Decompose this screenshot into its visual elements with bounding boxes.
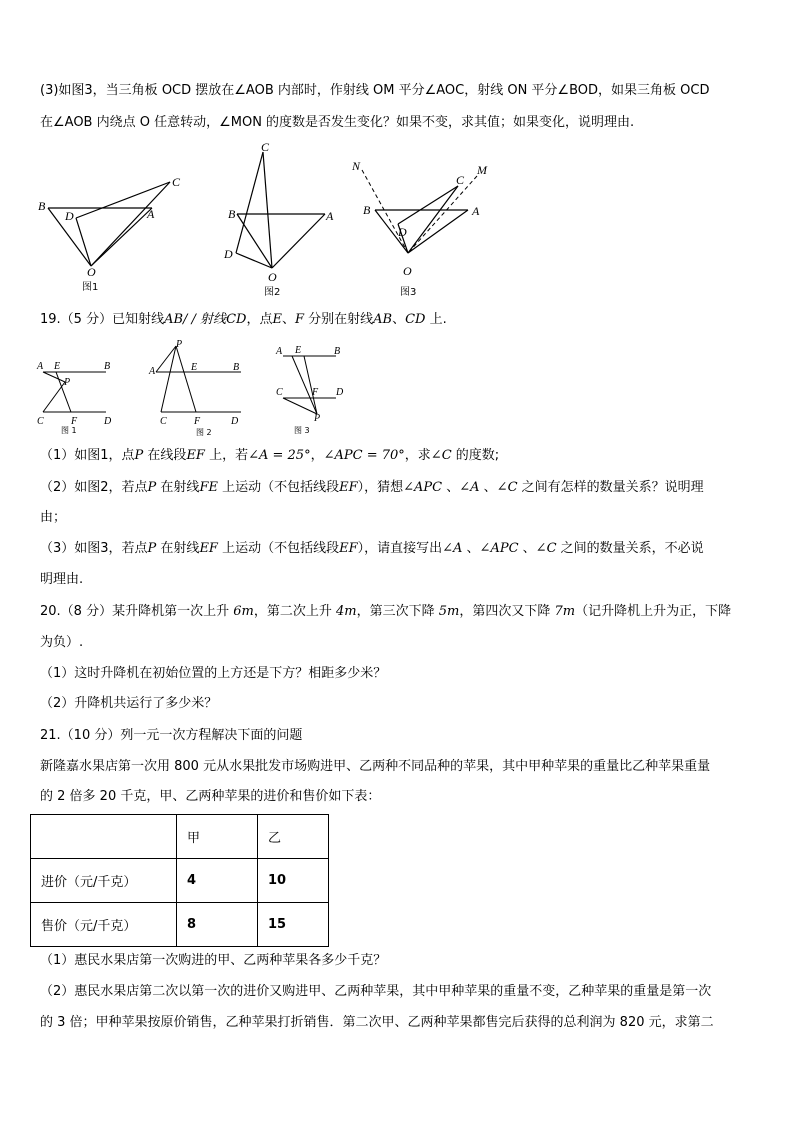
svg-text:C: C <box>456 173 465 187</box>
table-cell: 8 <box>177 903 258 947</box>
svg-text:C: C <box>276 387 283 398</box>
q19-part1: （1）如图1，点P 在线段EF 上，若∠A = 25°，∠APC = 70°，求∠C 的度数; <box>40 448 500 463</box>
q20-heading-cont: 为负）. <box>40 635 84 650</box>
svg-text:B: B <box>363 203 371 217</box>
svg-text:A: A <box>472 204 480 218</box>
svg-text:M: M <box>477 163 487 177</box>
q18-fig3-caption: 图3 <box>400 287 417 298</box>
table-cell: 10 <box>258 859 329 903</box>
q21-part2-line2: 的 3 倍；甲种苹果按原价销售，乙种苹果打折销售．第二次甲、乙两种苹果都售完后获得的总利润为 820 元，求第二 <box>40 1015 714 1030</box>
q19-fig2-caption: 图 2 <box>196 428 212 437</box>
svg-text:C: C <box>172 175 181 189</box>
q19-figure-3 <box>275 345 344 435</box>
price-table <box>30 814 329 947</box>
svg-text:P: P <box>176 339 183 350</box>
svg-text:D: D <box>104 416 112 427</box>
q19-fig3-caption: 图 3 <box>294 426 310 435</box>
svg-text:P: P <box>314 413 321 424</box>
q21-intro-line2: 的 2 倍多 20 千克，甲、乙两种苹果的进价和售价如下表： <box>40 789 381 804</box>
svg-text:B: B <box>38 199 46 213</box>
q19-part2: （2）如图2，若点P 在射线FE 上运动（不包括线段EF），猜想∠APC 、∠A 、∠C 之间有怎样的数量关系？说明理 <box>40 480 704 495</box>
svg-text:B: B <box>104 361 111 372</box>
q19-part3-cont: 明理由. <box>40 572 84 587</box>
q20-part2: （2）升降机共运行了多少米？ <box>40 696 218 711</box>
q19-part2-cont: 由； <box>40 510 67 525</box>
q19-part3: （3）如图3，若点P 在射线EF 上运动（不包括线段EF），请直接写出∠A 、∠APC 、∠C 之间的数量关系，不必说 <box>40 541 704 556</box>
q18-fig1-caption: 图1 <box>82 282 99 293</box>
q19-figures <box>36 338 366 442</box>
svg-text:F: F <box>312 387 319 398</box>
svg-text:A: A <box>37 361 44 372</box>
svg-text:D: D <box>398 225 407 239</box>
table-row <box>31 903 329 947</box>
svg-text:C: C <box>37 416 44 427</box>
svg-text:A: A <box>147 207 155 221</box>
svg-text:O: O <box>403 264 412 278</box>
svg-text:B: B <box>334 346 341 357</box>
table-header-row <box>31 815 329 859</box>
svg-text:F: F <box>194 416 201 427</box>
svg-text:E: E <box>191 362 198 373</box>
svg-text:B: B <box>233 362 240 373</box>
q18-part3-line1: (3)如图3，当三角板 OCD 摆放在∠AOB 内部时，作射线 OM 平分∠AOC，射线 ON 平分∠BOD，如果三角板 OCD <box>40 83 710 98</box>
q19-fig1-caption: 图 1 <box>61 426 77 435</box>
table-header-cell: 乙 <box>258 815 329 859</box>
table-cell: 15 <box>258 903 329 947</box>
table-header-cell <box>31 815 177 859</box>
svg-text:C: C <box>160 416 167 427</box>
svg-text:C: C <box>261 140 270 154</box>
svg-text:A: A <box>149 366 156 377</box>
q19-heading: 19.（5 分）已知射线AB/ / 射线CD，点E、F 分别在射线AB、CD 上. <box>40 312 447 327</box>
q21-part2-line1: （2）惠民水果店第二次以第一次的进价又购进甲、乙两种苹果，其中甲种苹果的重量不变，乙种苹果的重量是第一次 <box>40 984 712 999</box>
svg-text:D: D <box>224 247 233 261</box>
svg-text:N: N <box>352 159 361 173</box>
svg-text:E: E <box>295 345 302 356</box>
q19-figure-2 <box>148 339 241 437</box>
svg-text:D: D <box>65 209 74 223</box>
table-cell: 售价（元/千克） <box>31 903 177 947</box>
svg-text:O: O <box>268 270 277 284</box>
svg-text:A: A <box>326 209 334 223</box>
q19-figure-1 <box>36 361 112 435</box>
svg-text:D: D <box>231 416 239 427</box>
q20-heading: 20.（8 分）某升降机第一次上升 6m，第二次上升 4m，第三次下降 5m，第四次又下降 7m（记升降机上升为正，下降 <box>40 604 732 619</box>
svg-text:P: P <box>64 377 71 388</box>
svg-text:F: F <box>71 416 78 427</box>
q18-part3-line2: 在∠AOB 内绕点 O 任意转动，∠MON 的度数是否发生变化？如果不变，求其值；如果变化，说明理由. <box>40 115 635 130</box>
svg-text:D: D <box>336 387 344 398</box>
svg-text:A: A <box>276 346 283 357</box>
table-cell: 4 <box>177 859 258 903</box>
svg-text:B: B <box>228 207 236 221</box>
q18-figures <box>30 140 490 300</box>
q21-part1: （1）惠民水果店第一次购进的甲、乙两种苹果各多少千克？ <box>40 953 387 968</box>
q21-heading: 21.（10 分）列一元一次方程解决下面的问题 <box>40 728 303 743</box>
table-cell: 进价（元/千克） <box>31 859 177 903</box>
svg-text:O: O <box>87 265 96 279</box>
svg-text:E: E <box>54 361 61 372</box>
q20-part1: （1）这时升降机在初始位置的上方还是下方？相距多少米？ <box>40 666 387 681</box>
table-row <box>31 859 329 903</box>
table-header-cell: 甲 <box>177 815 258 859</box>
q18-fig2-caption: 图2 <box>264 287 281 298</box>
q21-intro-line1: 新隆嘉水果店第一次用 800 元从水果批发市场购进甲、乙两种不同品种的苹果，其中甲种苹果的重量比乙种苹果重量 <box>40 759 711 774</box>
